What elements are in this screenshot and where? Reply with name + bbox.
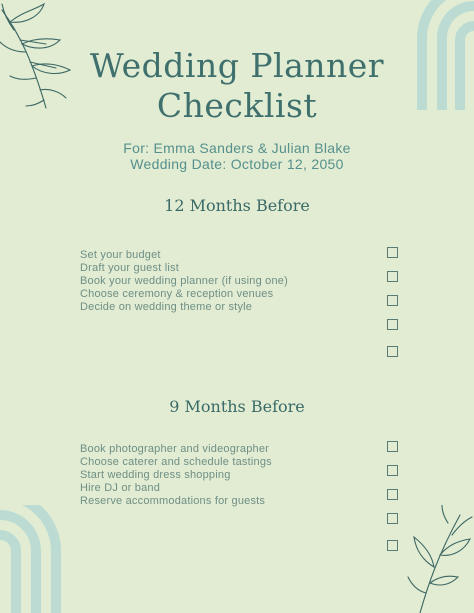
checkbox-icon[interactable]: [387, 540, 398, 551]
list-item: Hire DJ or band: [80, 482, 161, 494]
page-title-line-1: Wedding Planner: [89, 46, 385, 85]
page-title-line-2: Checklist: [156, 86, 318, 125]
couple-names: For: Emma Sanders & Julian Blake: [123, 140, 351, 156]
arch-decoration-icon: [0, 505, 80, 613]
list-item: Reserve accommodations for guests: [80, 495, 266, 507]
checkbox-icon[interactable]: [387, 271, 398, 282]
list-item: Choose ceremony & reception venues: [80, 288, 274, 300]
checkbox-icon[interactable]: [387, 319, 398, 330]
list-item: Draft your guest list: [80, 262, 179, 274]
list-item: Set your budget: [80, 249, 161, 261]
checkbox-icon[interactable]: [387, 513, 398, 524]
section-title-9-months: 9 Months Before: [169, 397, 305, 416]
leaf-branch-icon: [400, 505, 474, 613]
checkbox-icon[interactable]: [387, 441, 398, 452]
checkbox-icon[interactable]: [387, 295, 398, 306]
list-item: Start wedding dress shopping: [80, 469, 231, 481]
list-item: Book photographer and videographer: [80, 443, 270, 455]
checkbox-icon[interactable]: [387, 346, 398, 357]
list-item: Decide on wedding theme or style: [80, 301, 253, 313]
task-list-9-months: [80, 443, 272, 508]
task-list-12-months: [80, 249, 288, 314]
list-item: Choose caterer and schedule tastings: [80, 456, 272, 468]
wedding-date: Wedding Date: October 12, 2050: [130, 156, 344, 172]
checkbox-icon[interactable]: [387, 465, 398, 476]
checkbox-icon[interactable]: [387, 489, 398, 500]
list-item: Book your wedding planner (if using one): [80, 275, 288, 287]
section-title-12-months: 12 Months Before: [164, 196, 310, 215]
checkbox-icon[interactable]: [387, 247, 398, 258]
